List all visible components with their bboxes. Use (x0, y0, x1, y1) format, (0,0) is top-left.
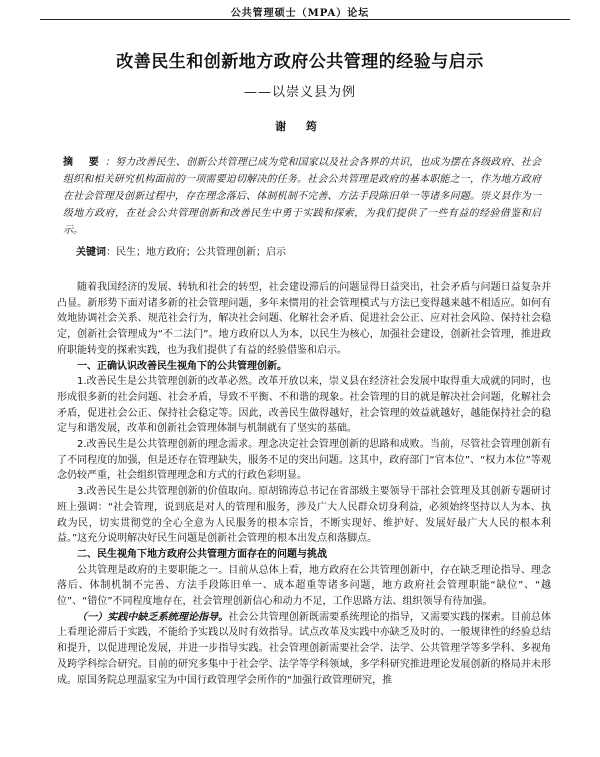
paragraph-2: 2.改善民生是公共管理创新的理念需求。理念决定社会管理创新的思路和成败。当前，尽管社会管理创新有了不同程度的加强，但是还存在管理缺失，服务不足的突出问题。这其中，政府部门“官本位”、“权力本位”等观念仍较严重，社会组织管理理念和方式的行政色彩明显。 (57, 439, 551, 482)
paper-subtitle: ——以崇义县为例 (243, 85, 356, 100)
intro-paragraph: 随着我国经济的发展、转轨和社会的转型，社会建设滞后的问题显得日益突出，社会矛盾与问题日益复杂并凸显。新形势下面对诸多新的社会管理问题，多年来惯用的社会管理模式与方法已变得越来越不相适应。如何有效地协调社会关系、规范社会行为，解决社会问题、化解社会矛盾、促进社会公正、应对社会风险、保持社会稳定，创新社会管理成为“不二法门”。地方政府以人为本，以民生为核心，加强社会建设，创新社会管理，推进政府职能转变的探索实践，也为我们提供了有益的经验借鉴和启示。 (57, 282, 551, 356)
author-name: 谢 筠 (275, 120, 325, 133)
paragraph-1: 1.改善民生是公共管理创新的改革必然。改革开放以来，崇义县在经济社会发展中取得重大成就的同时，也形成很多新的社会问题、社会矛盾，导致不平衡、不和谐的现象。社会管理的目的就是解决社会问题，化解社会矛盾，促进社会公正、保持社会稳定等。因此，改善民生做得越好，社会管理的效益就越好，越能保持社会的稳定与和谐发展，改革和创新社会管理体制与机制就有了坚实的基础。 (57, 376, 551, 435)
section-heading-2: 二、民生视角下地方政府公共管理方面存在的问题与挑战 (77, 548, 327, 560)
header-rule (40, 19, 570, 20)
paragraph-5 (57, 610, 551, 689)
abstract-text: ：努力改善民生、创新公共管理已成为党和国家以及社会各界的共识，也成为摆在各级政府、社会组织和相关研究机构面前的一项需要迫切解决的任务。社会公共管理是政府的基本职能之一，作为地方政府在社会管理及创新过程中，存在理念落后、体制机制不完善、方法手段陈旧单一等诸多问题。崇义县作为一级地方政府，在社会公共管理创新和改善民生中勇于实践和探索，为我们提供了一些有益的经验借鉴和启示。 (63, 157, 542, 236)
abstract (63, 154, 541, 239)
keywords-label: 关键词 (76, 247, 106, 258)
section-heading-1: 一、正确认识改善民生视角下的公共管理创新。 (77, 360, 287, 372)
paragraph-5-text: 社会公共管理创新既需要系统理论的指导，又需要实践的探索。目前总体上看理论滞后于实践，不能给予实践以及时有效指导。试点改革及实践中亦缺乏及时的、一般规律性的经验总结和提升，以促进理论发展，并进一步指导实践。社会管理创新需要社会学、法学、公共管理学等多学科、多视角及跨学科综合研究。目前的研究多集中于社会学、法学等学科领域，多学科研究推进理论发展创新的格局并未形成。原国务院总理温家宝为中国行政管理学会所作的“加强行政管理研究，推 (57, 611, 552, 686)
paper-title: 改善民生和创新地方政府公共管理的经验与启示 (116, 52, 484, 72)
paragraph-4: 公共管理是政府的主要职能之一。目前从总体上看，地方政府在公共管理创新中，存在缺乏理论指导、理念落后、体制机制不完善、方法手段陈旧单一、成本超重等诸多问题，地方政府社会管理职能“缺位”、“越位”、“错位”不同程度地存在，社会管理创新信心和动力不足，工作思路方法、组织领导有待加强。 (57, 564, 551, 608)
keywords (76, 246, 546, 260)
paragraph-3: 3.改善民生是公共管理创新的价值取向。原胡锦涛总书记在省部级主要领导干部社会管理及其创新专题研讨班上强调：“社会管理，说到底是对人的管理和服务，涉及广大人民群众切身利益，必须始终坚持以人为本、执政为民，切实贯彻党的全心全意为人民服务的根本宗旨，不断实现好、维护好、发展好最广大人民的根本利益。”这充分说明解决好民生问题是创新社会管理的根本出发点和落脚点。 (57, 486, 551, 545)
body-text (57, 280, 551, 688)
keywords-text: ：民生；地方政府；公共管理创新；启示 (106, 247, 286, 258)
running-header: 公共管理硕士（MPA）论坛 (230, 8, 370, 19)
abstract-label: 摘 要 (63, 157, 105, 168)
paragraph-5-lead: （一）实践中缺乏系统理论指导。 (77, 611, 229, 623)
